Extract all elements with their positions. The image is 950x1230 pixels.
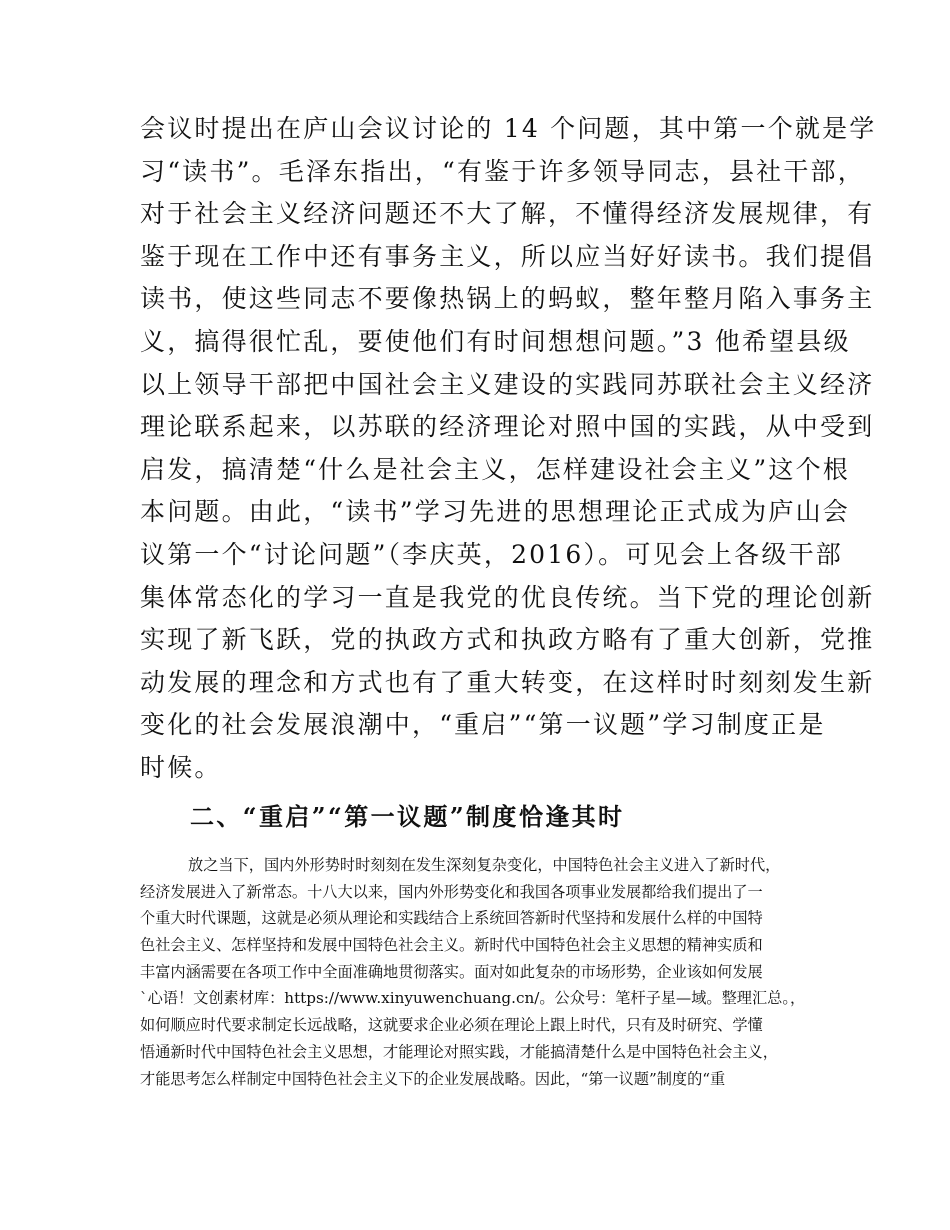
text-line: 对于社会主义经济问题还不大了解，不懂得经济发展规律，有	[140, 199, 875, 229]
text-line: 本问题。由此，“读书”学习先进的思想理论正式成为庐山会	[140, 497, 850, 527]
text-line: 读书，使这些同志不要像热锅上的蚂蚁，整年整月陷入事务主	[140, 284, 875, 314]
text-line: 时候。	[140, 752, 222, 782]
text-line: 启发，搞清楚“什么是社会主义，怎样建设社会主义”这个根	[140, 454, 850, 484]
text-line: 动发展的理念和方式也有了重大转变，在这样时时刻刻发生新	[140, 667, 875, 697]
text-line: 实现了新飞跃，党的执政方式和执政方略有了重大创新，党推	[140, 625, 875, 655]
text-line: 悟通新时代中国特色社会主义思想，才能理论对照实践，才能搞清楚什么是中国特色社会主义，	[140, 1042, 778, 1061]
body-paragraph-large	[140, 108, 877, 790]
text-line: 集体常态化的学习一直是我党的优良传统。当下党的理论创新	[140, 582, 875, 612]
text-line: 变化的社会发展浪潮中，“重启”“第一议题”学习制度正是	[140, 710, 826, 740]
text-line: 义，搞得很忙乱，要使他们有时间想想问题。”3 他希望县级	[140, 326, 851, 356]
text-line: 丰富内涵需要在各项工作中全面准确地贯彻落实。面对如此复杂的市场形势，企业该如何发展	[140, 962, 763, 981]
text-line: `心语！文创素材库：https://www.xinyuwenchuang.cn/。公众号：笔杆子星—域。整理汇总。，	[140, 989, 806, 1008]
body-paragraph-small	[140, 852, 812, 1092]
text-line: 习“读书”。毛泽东指出，“有鉴于许多领导同志，县社干部，	[140, 156, 865, 186]
text-line: 色社会主义、怎样坚持和发展中国特色社会主义。新时代中国特色社会主义思想的精神实质和	[140, 936, 763, 955]
text-line: 议第一个“讨论问题”（李庆英，2016）。可见会上各级干部	[140, 539, 843, 569]
text-line: 才能思考怎么样制定中国特色社会主义下的企业发展战略。因此，“第一议题”制度的“重	[140, 1069, 726, 1088]
text-line: 放之当下，国内外形势时时刻刻在发生深刻复杂变化，中国特色社会主义进入了新时代，	[188, 856, 781, 874]
text-line: 经济发展进入了新常态。十八大以来，国内外形势变化和我国各项事业发展都给我们提出了一	[140, 882, 763, 901]
text-line: 会议时提出在庐山会议讨论的 14 个问题，其中第一个就是学	[140, 114, 877, 143]
text-line: 以上领导干部把中国社会主义建设的实践同苏联社会主义经济	[140, 369, 875, 399]
section-heading: 二、“重启”“第一议题”制度恰逢其时	[190, 802, 625, 831]
text-line: 鉴于现在工作中还有事务主义，所以应当好好读书。我们提倡	[140, 241, 875, 271]
text-line: 如何顺应时代要求制定长远战略，这就要求企业必须在理论上跟上时代，只有及时研究、学懂	[140, 1016, 763, 1035]
text-line: 理论联系起来，以苏联的经济理论对照中国的实践，从中受到	[140, 412, 875, 442]
text-line: 个重大时代课题，这就是必须从理论和实践结合上系统回答新时代坚持和发展什么样的中国特	[140, 909, 763, 928]
